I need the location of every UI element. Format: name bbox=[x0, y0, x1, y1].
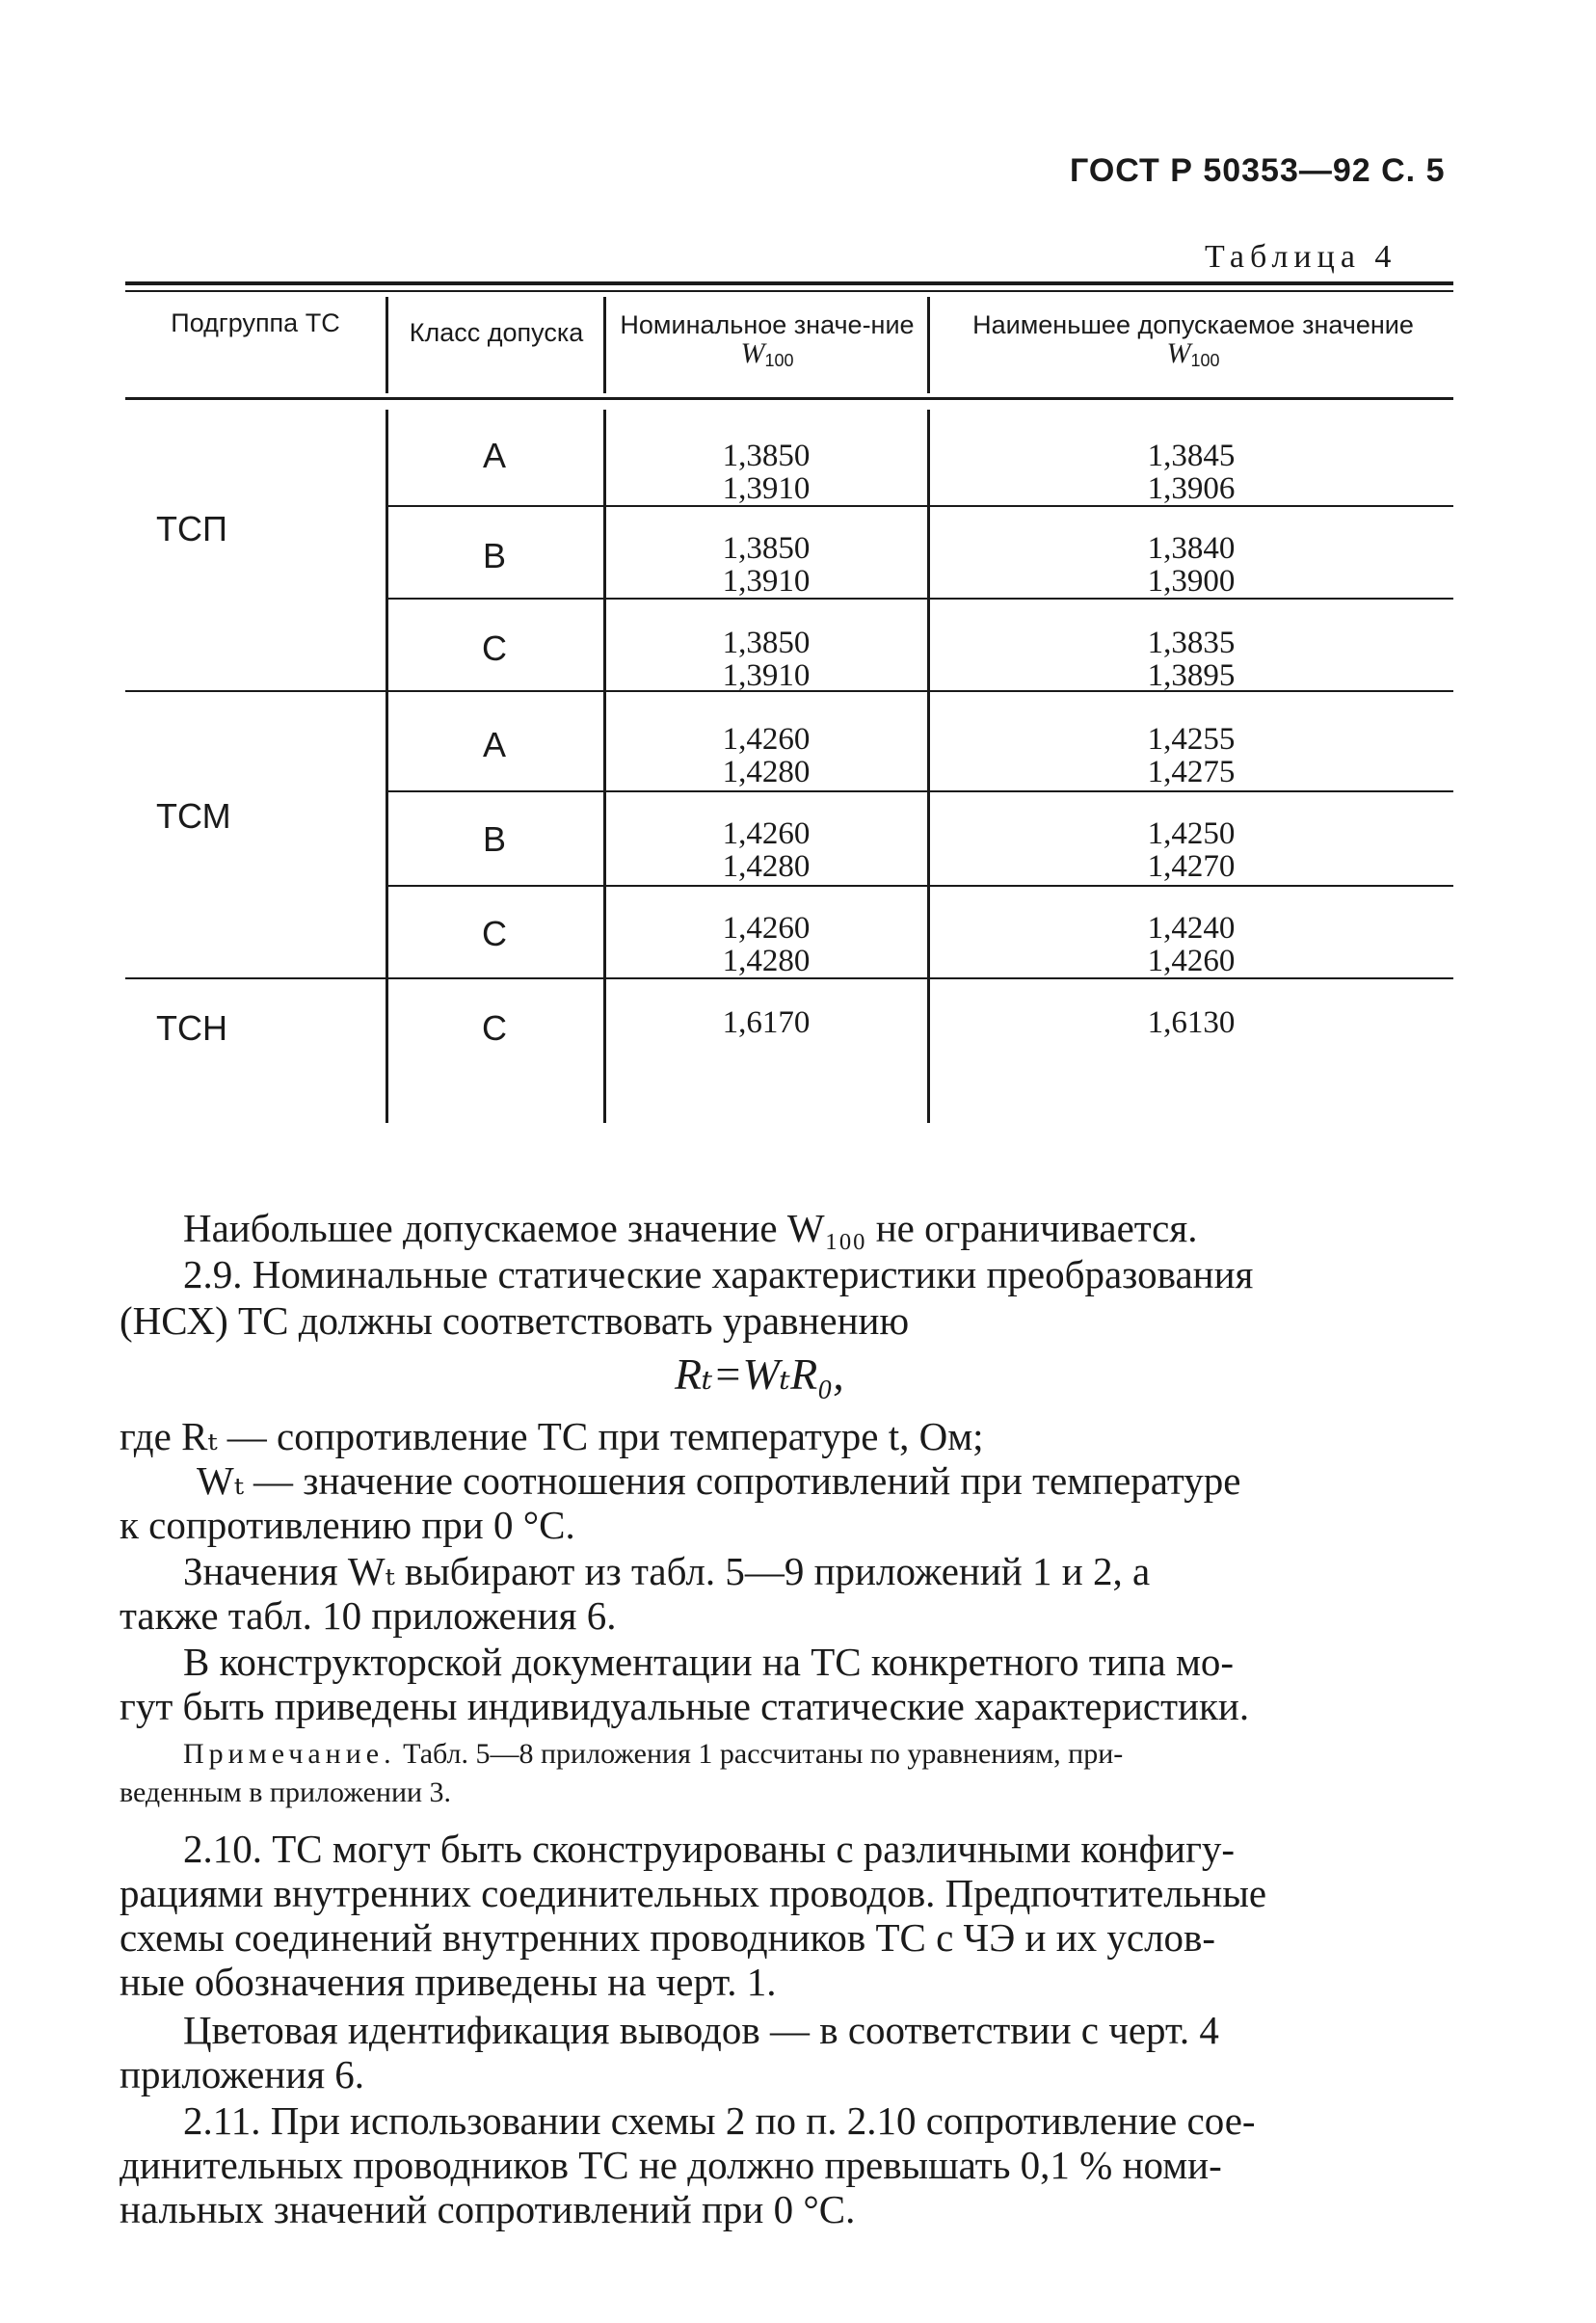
paragraph-line: ные обозначения приведены на черт. 1. bbox=[120, 1960, 777, 2004]
paragraph-line: схемы соединений внутренних проводников ТС с ЧЭ и их услов- bbox=[120, 1915, 1216, 1960]
minimum-cell: 1,3835 1,3895 bbox=[1147, 626, 1236, 693]
paragraph-line: гут быть приведены индивидуальные статические характеристики. bbox=[120, 1684, 1250, 1728]
class-cell: С bbox=[482, 1008, 507, 1048]
header-divider bbox=[386, 297, 388, 393]
header-nominal: Номинальное значе-ние $W_{100}$ bbox=[620, 310, 915, 370]
header-divider bbox=[603, 297, 606, 393]
nominal-cell: 1,3850 1,3910 bbox=[722, 626, 811, 693]
note-line: веденным в приложении 3. bbox=[120, 1776, 452, 1808]
paragraph-line: 2.11. При использовании схемы 2 по п. 2.10 сопротивление сое- bbox=[183, 2098, 1256, 2143]
group-separator bbox=[125, 977, 387, 979]
column-divider bbox=[603, 410, 606, 1123]
minimum-cell: 1,3845 1,3906 bbox=[1147, 439, 1236, 506]
paragraph-line: (НСХ) ТС должны соответствовать уравнению bbox=[120, 1298, 910, 1343]
table-top-rule bbox=[125, 281, 1453, 285]
group-label: ТСП bbox=[156, 509, 227, 548]
header-group: Подгруппа ТС bbox=[171, 308, 340, 337]
header-divider bbox=[927, 297, 930, 393]
group-separator bbox=[125, 690, 387, 692]
paragraph-line: динительных проводников ТС не должно превышать 0,1 % номи- bbox=[120, 2143, 1222, 2187]
paragraph-line: В конструкторской документации на ТС конкретного типа мо- bbox=[183, 1640, 1235, 1684]
paragraph-line: нальных значений сопротивлений при 0 °С. bbox=[120, 2187, 856, 2231]
table-caption: Таблица 4 bbox=[1205, 239, 1397, 275]
column-divider bbox=[927, 410, 930, 1123]
paragraph-line: рациями внутренних соединительных проводов. Предпочтительные bbox=[120, 1871, 1267, 1915]
header-minimum: Наименьшее допускаемое значение $W_{100}$ bbox=[972, 310, 1414, 370]
paragraph-line: Цветовая идентификация выводов — в соответствии с черт. 4 bbox=[183, 2008, 1219, 2052]
page-header: ГОСТ Р 50353—92 С. 5 bbox=[1070, 152, 1446, 189]
row-separator bbox=[386, 505, 1453, 507]
minimum-cell: 1,3840 1,3900 bbox=[1147, 531, 1236, 599]
table-top-rule-thin bbox=[125, 290, 1453, 292]
minimum-cell: 1,4255 1,4275 bbox=[1147, 722, 1236, 789]
class-cell: В bbox=[482, 536, 506, 575]
nominal-cell: 1,6170 bbox=[722, 1005, 811, 1040]
group-label: ТСН bbox=[156, 1008, 227, 1048]
paragraph-line: 2.9. Номинальные статические характеристики преобразования bbox=[183, 1252, 1254, 1296]
group-label: ТСМ bbox=[156, 796, 231, 836]
class-cell: С bbox=[482, 914, 507, 953]
note-line: Примечание. Табл. 5—8 приложения 1 рассчитаны по уравнениям, при- bbox=[183, 1738, 1124, 1770]
header-class: Класс допуска bbox=[409, 318, 584, 347]
row-separator bbox=[386, 977, 1453, 979]
row-separator bbox=[386, 790, 1453, 792]
header-bottom-rule bbox=[125, 397, 1453, 400]
paragraph-line: 2.10. ТС могут быть сконструированы с различными конфигу- bbox=[183, 1827, 1236, 1871]
row-separator bbox=[386, 885, 1453, 887]
nominal-cell: 1,4260 1,4280 bbox=[722, 816, 811, 884]
paragraph-line: к сопротивлению при 0 °С. bbox=[120, 1503, 575, 1547]
paragraph-line: приложения 6. bbox=[120, 2052, 365, 2096]
nominal-cell: 1,3850 1,3910 bbox=[722, 439, 811, 506]
paragraph-line: Наибольшее допускаемое значение W₁₀₀ не ограничивается. bbox=[183, 1206, 1198, 1250]
minimum-cell: 1,6130 bbox=[1147, 1005, 1236, 1040]
class-cell: А bbox=[482, 725, 506, 764]
nominal-cell: 1,4260 1,4280 bbox=[722, 911, 811, 978]
paragraph-line: где Rₜ — сопротивление ТС при температуре t, Ом; bbox=[120, 1414, 984, 1458]
class-cell: В bbox=[482, 819, 506, 859]
row-separator bbox=[386, 598, 1453, 600]
minimum-cell: 1,4240 1,4260 bbox=[1147, 911, 1236, 978]
paragraph-line: также табл. 10 приложения 6. bbox=[120, 1593, 617, 1638]
minimum-cell: 1,4250 1,4270 bbox=[1147, 816, 1236, 884]
paragraph-line: Wₜ — значение соотношения сопротивлений при температуре bbox=[197, 1458, 1241, 1503]
paragraph-line: Значения Wₜ выбирают из табл. 5—9 приложений 1 и 2, а bbox=[183, 1549, 1151, 1593]
formula: Rₜ=WₜR₀, bbox=[675, 1349, 844, 1399]
class-cell: А bbox=[482, 436, 506, 475]
class-cell: С bbox=[482, 628, 507, 668]
note-label: Примечание. bbox=[183, 1738, 396, 1770]
nominal-cell: 1,3850 1,3910 bbox=[722, 531, 811, 599]
nominal-cell: 1,4260 1,4280 bbox=[722, 722, 811, 789]
